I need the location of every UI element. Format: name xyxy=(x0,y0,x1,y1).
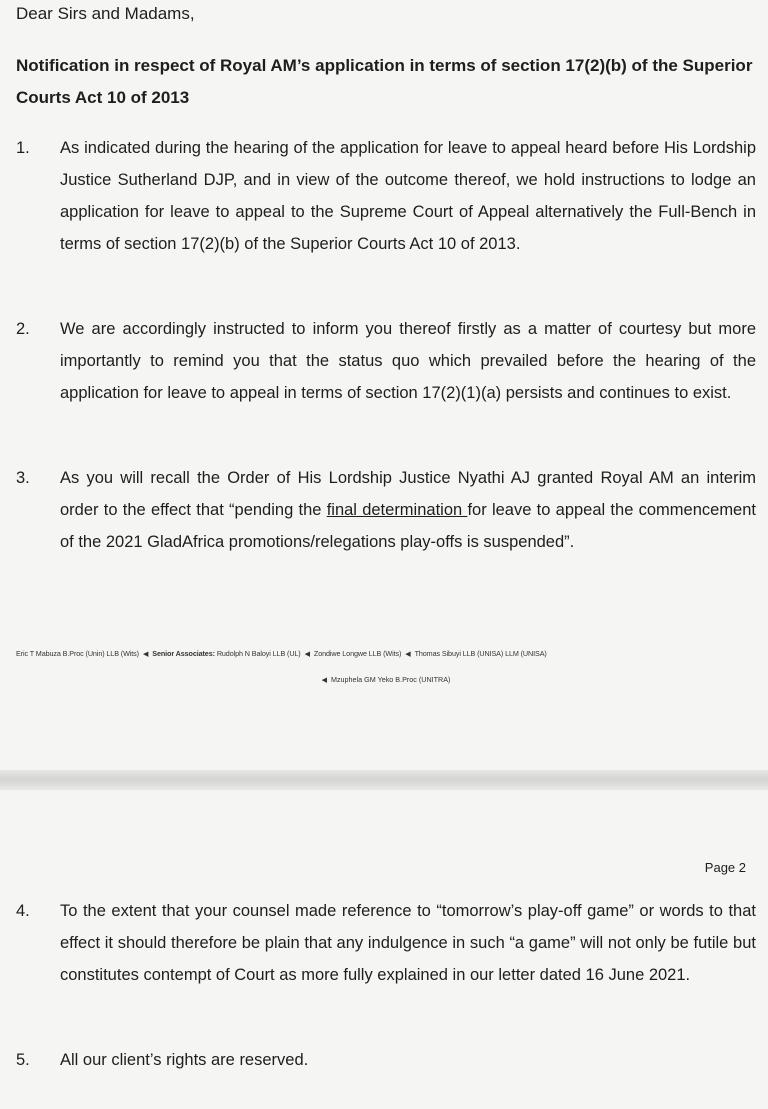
footer-name-associate-3: Thomas Sibuyi LLB (UNISA) LLM (UNISA) xyxy=(414,649,547,658)
footer-name-associate-1: Rudolph N Baloyi LLB (UL) xyxy=(216,649,301,658)
paragraph-text: As indicated during the hearing of the application for leave to appeal heard before His Lordship Justice Sutherland DJP, and in view of the outcome thereof, we hold instructions to lodge an application for leave to appeal to the Supreme Court of Appeal alternatively the Full-Bench in terms of section 17(2)(b) of the Superior Courts Act 10 of 2013. xyxy=(60,139,756,253)
paragraph-text-part: As you will recall the Order of His Lordship Justice Nyathi AJ granted Royal AM an interim order to the effect that “pending the xyxy=(60,469,756,519)
paragraph-text: All our client’s rights are reserved. xyxy=(60,1051,309,1069)
paragraph-number: 3. xyxy=(16,469,30,487)
paragraph-5 xyxy=(16,1044,756,1076)
arrow-left-icon: ◀ xyxy=(142,651,149,658)
paragraph-text-part: for leave to appeal the commencement of the 2021 GladAfrica promotions/relegations play-offs is suspended”. xyxy=(60,501,756,551)
paragraph-2 xyxy=(16,313,756,409)
firm-footer-line-1 xyxy=(16,648,756,661)
paragraph-text: We are accordingly instructed to inform you thereof firstly as a matter of courtesy but more importantly to remind you that the status quo which prevailed before the hearing of the application for leave to appeal in terms of section 17(2)(1)(a) persists and continues to exist. xyxy=(60,320,756,402)
footer-name-associate-2: Zondiwe Longwe LLB (Wits) xyxy=(313,649,402,658)
paragraph-1 xyxy=(16,132,756,260)
paragraph-text: To the extent that your counsel made reference to “tomorrow’s play-off game” or words to that effect it should therefore be plain that any indulgence in such “a game” will not only be futile but constitutes contempt of Court as more fully explained in our letter dated 16 June 2021. xyxy=(60,902,756,984)
page-number: Page 2 xyxy=(704,860,746,875)
footer-associates-label: Senior Associates: xyxy=(152,649,215,658)
underlined-phrase: final determination xyxy=(326,501,468,519)
subject-heading: Notification in respect of Royal AM’s application in terms of section 17(2)(b) of the Superior Courts Act 10 of 2013 xyxy=(16,56,753,107)
salutation: Dear Sirs and Madams, xyxy=(16,4,195,23)
paragraph-number: 2. xyxy=(16,320,30,338)
arrow-left-icon: ◀ xyxy=(405,651,411,658)
footer-name-associate-4: Mzuphela GM Yeko B.Proc (UNITRA) xyxy=(330,675,451,684)
paragraph-number: 1. xyxy=(16,139,30,157)
paragraph-text xyxy=(60,462,756,558)
paragraph-number: 4. xyxy=(16,902,30,920)
arrow-left-icon: ◀ xyxy=(321,677,327,684)
paragraph-4 xyxy=(16,895,756,991)
firm-footer-line-2 xyxy=(0,674,768,687)
arrow-left-icon: ◀ xyxy=(304,651,310,658)
paragraph-3 xyxy=(16,462,756,558)
paragraph-number: 5. xyxy=(16,1051,30,1069)
footer-name-director: Eric T Mabuza B.Proc (Unin) LLB (Wits) xyxy=(16,649,139,658)
page-separator xyxy=(0,770,768,790)
